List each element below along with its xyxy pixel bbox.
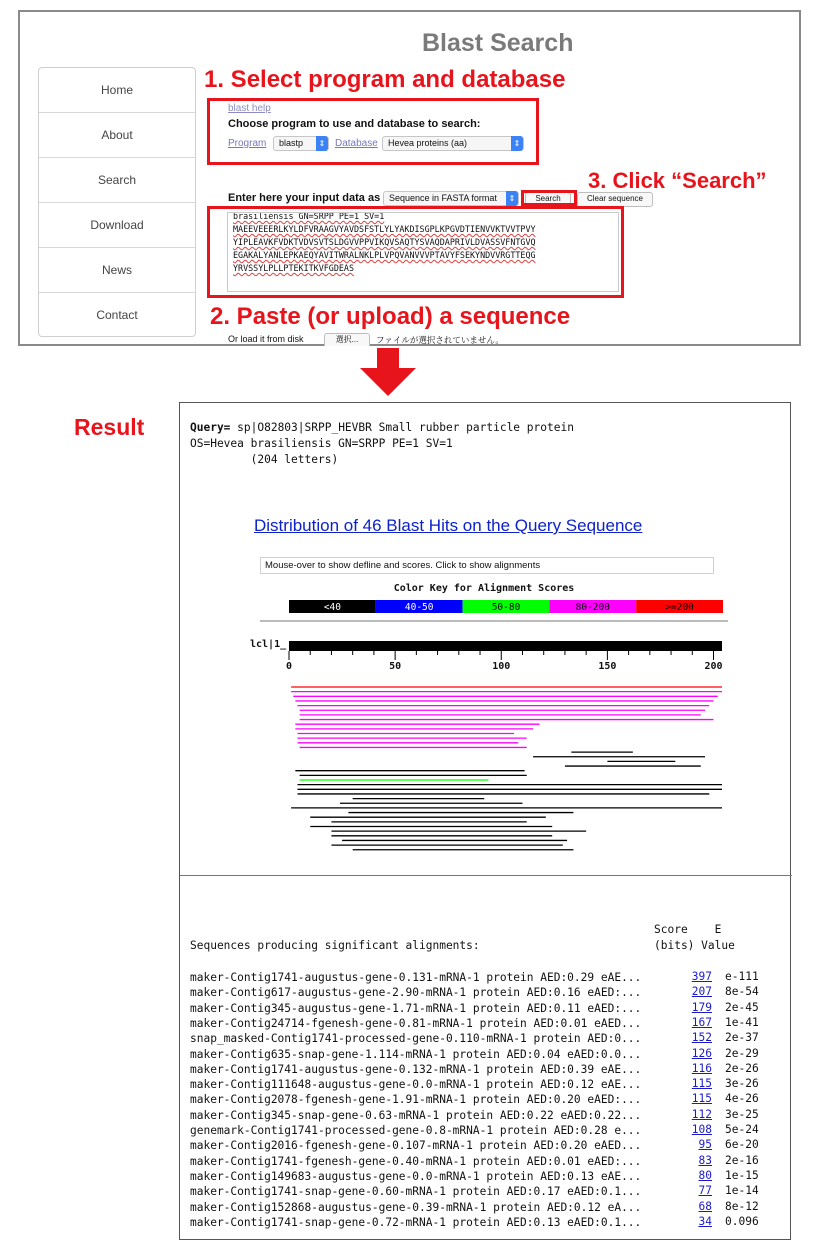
blast-help-link[interactable]: blast help bbox=[228, 103, 271, 114]
input-data-label: Enter here your input data as bbox=[228, 192, 381, 204]
hit-row: maker-Contig617-augustus-gene-2.90-mRNA-1 protein AED:0.16 eAED:... bbox=[190, 986, 642, 1000]
hit-row: maker-Contig149683-augustus-gene-0.0-mRNA-1 protein AED:0.13 eAE... bbox=[190, 1169, 642, 1183]
database-select-value: Hevea proteins (aa) bbox=[388, 138, 468, 148]
clear-sequence-button[interactable]: Clear sequence bbox=[577, 192, 653, 207]
step2-highlight-box bbox=[207, 206, 624, 298]
color-key-label: 80-200 bbox=[575, 602, 610, 613]
sequence-line: YRVSSYLPLLPTEKITKVFGDEAS bbox=[233, 263, 355, 273]
query-bar-label: lcl|1_ bbox=[250, 639, 287, 650]
step3-highlight-box bbox=[521, 190, 577, 206]
hit-score-link[interactable]: 116 bbox=[691, 1061, 712, 1075]
hit-evalue: 0.096 bbox=[725, 1214, 759, 1228]
sidebar-item-search[interactable]: Search bbox=[39, 158, 195, 203]
ruler-tick-label: 0 bbox=[285, 661, 293, 672]
hit-evalue: 1e-14 bbox=[725, 1184, 759, 1198]
hit-score-link[interactable]: 77 bbox=[698, 1184, 712, 1198]
hit-score-link[interactable]: 34 bbox=[698, 1214, 712, 1228]
hit-evalue: 1e-15 bbox=[725, 1168, 759, 1182]
hit-evalue: 4e-26 bbox=[725, 1092, 759, 1106]
input-format-select[interactable] bbox=[383, 191, 519, 206]
chevron-updown-icon: ⇕ bbox=[511, 136, 523, 151]
score-header-2: (bits) Value bbox=[654, 939, 735, 952]
divider bbox=[180, 875, 792, 876]
hit-score-link[interactable]: 167 bbox=[691, 1015, 712, 1029]
program-select-value: blastp bbox=[279, 138, 304, 148]
sidebar-nav bbox=[38, 67, 196, 337]
hit-score-link[interactable]: 112 bbox=[691, 1107, 712, 1121]
hit-score-link[interactable]: 152 bbox=[691, 1031, 712, 1045]
hit-row: maker-Contig1741-snap-gene-0.60-mRNA-1 protein AED:0.17 eAED:0.1... bbox=[190, 1185, 642, 1199]
hit-row: maker-Contig1741-augustus-gene-0.131-mRNA-1 protein AED:0.29 eAE... bbox=[190, 971, 642, 984]
load-from-disk-label: Or load it from disk bbox=[228, 334, 304, 344]
mouseover-info-box: Mouse-over to show defline and scores. Click to show alignments bbox=[260, 557, 714, 574]
page-title: Blast Search bbox=[422, 29, 574, 57]
sidebar-item-home[interactable]: Home bbox=[39, 68, 195, 113]
distribution-title-link[interactable]: Distribution of 46 Blast Hits on the Query Sequence bbox=[254, 516, 643, 535]
choose-program-label: Choose program to use and database to search: bbox=[228, 118, 481, 130]
hit-row: genemark-Contig1741-processed-gene-0.8-mRNA-1 protein AED:0.28 e... bbox=[190, 1124, 642, 1137]
hit-evalue: 2e-16 bbox=[725, 1153, 759, 1167]
query-line-1 bbox=[190, 420, 574, 436]
sequence-line: EGAKALYANLEPKAEQYAVITWRALNKLPLVPQVANVVVPTAVYFSEKYNDVVRGTTEQG bbox=[233, 250, 536, 260]
down-arrow-icon bbox=[360, 348, 416, 396]
query-label: Query= bbox=[190, 421, 231, 434]
step3-annotation: 3. Click “Search” bbox=[588, 168, 767, 193]
hit-evalue: 3e-26 bbox=[725, 1077, 759, 1091]
file-choose-button[interactable]: 選択... bbox=[324, 333, 370, 346]
hit-row: maker-Contig152868-augustus-gene-0.39-mRNA-1 protein AED:0.12 eA... bbox=[190, 1200, 642, 1214]
hit-score-link[interactable]: 115 bbox=[691, 1092, 712, 1106]
hit-score-link[interactable]: 95 bbox=[698, 1138, 712, 1152]
input-format-value: Sequence in FASTA format bbox=[389, 193, 497, 203]
color-key-label: <40 bbox=[323, 602, 341, 613]
database-link[interactable]: Database bbox=[335, 138, 378, 149]
sidebar-item-about[interactable]: About bbox=[39, 113, 195, 158]
hit-evalue: 2e-29 bbox=[725, 1046, 759, 1060]
hit-row: maker-Contig345-augustus-gene-1.71-mRNA-1 protein AED:0.11 eAED:... bbox=[190, 1001, 642, 1015]
score-header-1: Score E bbox=[654, 923, 722, 936]
step1-annotation: 1. Select program and database bbox=[204, 66, 566, 93]
hit-evalue: 1e-41 bbox=[725, 1015, 759, 1029]
query-line-2: OS=Hevea brasiliensis GN=SRPP PE=1 SV=1 bbox=[190, 437, 453, 450]
hit-row: maker-Contig24714-fgenesh-gene-0.81-mRNA-1 protein AED:0.01 eAED... bbox=[190, 1016, 642, 1030]
hit-score-link[interactable]: 83 bbox=[698, 1153, 712, 1167]
hit-row: maker-Contig2016-fgenesh-gene-0.107-mRNA-1 protein AED:0.20 eAED... bbox=[190, 1139, 642, 1153]
color-key-label: 40-50 bbox=[404, 602, 434, 613]
query-bar bbox=[289, 641, 722, 651]
search-button[interactable]: Search bbox=[525, 192, 571, 207]
hit-row: maker-Contig1741-fgenesh-gene-0.40-mRNA-1 protein AED:0.01 eAED:... bbox=[190, 1154, 642, 1168]
chevron-updown-icon: ⇕ bbox=[316, 136, 328, 151]
program-link[interactable]: Program bbox=[228, 138, 267, 149]
hit-row: snap_masked-Contig1741-processed-gene-0.110-mRNA-1 protein AED:0... bbox=[190, 1032, 642, 1046]
ruler-tick-label: 200 bbox=[704, 661, 723, 672]
hit-score-link[interactable]: 108 bbox=[691, 1123, 712, 1136]
sequence-line: brasiliensis GN=SRPP PE=1 SV=1 bbox=[233, 212, 385, 221]
hit-score-link[interactable]: 115 bbox=[691, 1077, 712, 1091]
hit-evalue: 2e-45 bbox=[725, 1000, 759, 1014]
file-status-text: ファイルが選択されていません。 bbox=[376, 335, 504, 345]
hit-evalue: 6e-20 bbox=[725, 1138, 759, 1152]
hit-evalue: e-111 bbox=[725, 970, 759, 983]
hit-score-link[interactable]: 80 bbox=[698, 1168, 712, 1182]
color-key-label: >=200 bbox=[665, 602, 694, 613]
query-id: sp|O82803|SRPP_HEVBR Small rubber particle protein bbox=[230, 421, 574, 434]
sequence-line: MAEEVEEERLKYLDFVRAAGVYAVDSFSTLYLYAKDISGPLKPGVDTIENVVKTVVTPVY bbox=[233, 224, 536, 234]
hit-score-link[interactable]: 126 bbox=[691, 1046, 712, 1060]
hit-evalue: 2e-26 bbox=[725, 1061, 759, 1075]
step2-annotation: 2. Paste (or upload) a sequence bbox=[210, 303, 571, 330]
hit-evalue: 8e-54 bbox=[725, 985, 759, 999]
hit-evalue: 5e-24 bbox=[725, 1123, 759, 1136]
color-key-label: 50-80 bbox=[491, 602, 521, 613]
sidebar-item-contact[interactable]: Contact bbox=[96, 308, 138, 322]
sequences-header: Sequences producing significant alignments: bbox=[190, 939, 480, 952]
hit-distribution-graph bbox=[180, 575, 792, 871]
step1-highlight-box bbox=[207, 98, 539, 165]
hit-row: maker-Contig635-snap-gene-1.114-mRNA-1 protein AED:0.04 eAED:0.0... bbox=[190, 1047, 642, 1061]
query-length: (204 letters) bbox=[190, 453, 339, 466]
hit-score-link[interactable]: 397 bbox=[691, 970, 712, 983]
sequence-line: YIPLEAVKFVDKTVDVSVTSLDGVVPPVIKQVSAQTYSVAQDAPRIVLDVASSVFNTGVQ bbox=[233, 237, 536, 247]
hit-row: maker-Contig2078-fgenesh-gene-1.91-mRNA-1 protein AED:0.20 eAED:... bbox=[190, 1093, 642, 1107]
hit-score-link[interactable]: 68 bbox=[698, 1199, 712, 1213]
hit-evalue: 2e-37 bbox=[725, 1031, 759, 1045]
hit-score-link[interactable]: 179 bbox=[691, 1000, 712, 1014]
result-annotation: Result bbox=[74, 414, 145, 440]
hit-row: maker-Contig111648-augustus-gene-0.0-mRNA-1 protein AED:0.12 eAE... bbox=[190, 1078, 642, 1092]
hit-row: maker-Contig345-snap-gene-0.63-mRNA-1 protein AED:0.22 eAED:0.22... bbox=[190, 1108, 642, 1122]
hit-row: maker-Contig1741-augustus-gene-0.132-mRNA-1 protein AED:0.39 eAE... bbox=[190, 1062, 642, 1076]
sidebar-item-news[interactable]: News bbox=[39, 248, 195, 293]
hit-score-link[interactable]: 207 bbox=[691, 985, 712, 999]
ruler-tick-label: 50 bbox=[389, 661, 402, 672]
hit-row: maker-Contig1741-snap-gene-0.72-mRNA-1 protein AED:0.13 eAED:0.1... bbox=[190, 1215, 642, 1229]
blast-result-panel bbox=[179, 402, 791, 1240]
sidebar-item-download[interactable]: Download bbox=[39, 203, 195, 248]
ruler-tick-label: 100 bbox=[492, 661, 511, 672]
hit-evalue: 8e-12 bbox=[725, 1199, 759, 1213]
color-key-title: Color Key for Alignment Scores bbox=[393, 583, 575, 594]
hit-evalue: 3e-25 bbox=[725, 1107, 759, 1121]
chevron-updown-icon: ⇕ bbox=[506, 191, 518, 206]
ruler-tick-label: 150 bbox=[598, 661, 617, 672]
